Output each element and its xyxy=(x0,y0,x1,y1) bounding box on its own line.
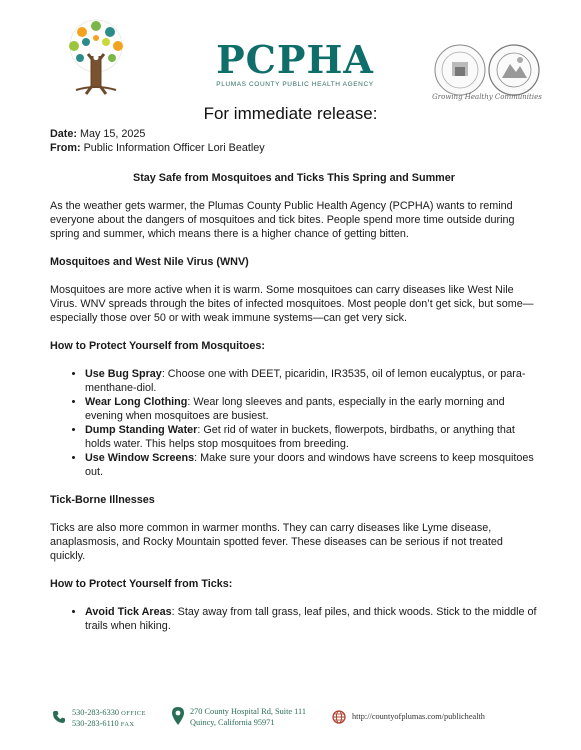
from-line xyxy=(50,142,538,156)
date-line xyxy=(50,128,538,142)
tick-tips-list xyxy=(50,605,538,633)
wnv-paragraph: Mosquitoes are more active when it is warm. Some mosquitoes can carry diseases like West Nile Virus. WNV spreads through the bites of infected mosquitoes. Most people don’t get sick, but some—especially those over 50 or with weak immune systems—can get very sick. xyxy=(50,284,534,324)
fax-tag: FAX xyxy=(120,721,135,728)
date-label: Date: xyxy=(50,128,77,140)
website-link[interactable]: http://countyofplumas.com/publichealth xyxy=(352,712,485,721)
section-heading-ticks: Tick-Borne Illnesses xyxy=(50,494,155,506)
phone-numbers xyxy=(72,708,146,730)
address-line-1: 270 County Hospital Rd, Suite 111 xyxy=(190,707,307,716)
state-seal-icon xyxy=(435,45,485,95)
tip-term: Wear Long Clothing xyxy=(85,396,188,408)
tip-term: Dump Standing Water xyxy=(85,424,198,436)
list-item xyxy=(85,367,538,395)
office-phone-line xyxy=(72,708,146,719)
tip-term: Avoid Tick Areas xyxy=(85,606,172,618)
tip-text: : Stay away from tall grass, leaf piles, and thick woods. Stick to the middle of trails when hiking. xyxy=(85,606,537,632)
county-seal-icon xyxy=(489,45,539,95)
release-heading: For immediate release: xyxy=(203,104,378,123)
brand-name: PCPHA xyxy=(216,37,374,82)
tip-term: Use Bug Spray xyxy=(85,368,162,380)
tip-text: : Get rid of water in buckets, flowerpots, birdbaths, or anything that holds water. This helps stop mosquitoes from breeding. xyxy=(85,424,515,450)
footer xyxy=(0,700,581,740)
tip-text: : Choose one with DEET, picaridin, IR3535, oil of lemon eucalyptus, or para-menthane-diol. xyxy=(85,368,526,394)
fax-line xyxy=(72,719,146,730)
list-item xyxy=(85,451,538,479)
tree-logo-icon xyxy=(52,16,140,98)
brand-block xyxy=(210,37,380,88)
phone-icon xyxy=(52,710,66,724)
list-item xyxy=(85,395,538,423)
section-heading-wnv: Mosquitoes and West Nile Virus (WNV) xyxy=(50,256,249,268)
tip-text: : Make sure your doors and windows have screens to keep mosquitoes out. xyxy=(85,452,534,478)
office-phone[interactable]: 530-283-6330 xyxy=(72,708,120,717)
letterhead xyxy=(0,0,581,130)
section-heading-mosquito-protection: How to Protect Yourself from Mosquitoes: xyxy=(50,340,265,352)
press-release-body xyxy=(50,128,538,647)
map-pin-icon xyxy=(172,707,184,725)
office-tag: OFFICE xyxy=(121,710,146,717)
section-heading-tick-protection: How to Protect Yourself from Ticks: xyxy=(50,578,233,590)
list-item xyxy=(85,423,538,451)
date-value: May 15, 2025 xyxy=(80,128,146,140)
seals xyxy=(432,42,542,98)
ticks-paragraph: Ticks are also more common in warmer months. They can carry diseases like Lyme disease, anaplasmosis, and Rocky Mountain spotted fever. These diseases can be serious if not treated quickly. xyxy=(50,522,503,562)
release-title: Stay Safe from Mosquitoes and Ticks This Spring and Summer xyxy=(133,172,455,184)
from-label: From: xyxy=(50,141,81,154)
tagline: Growing Healthy Communities xyxy=(432,93,542,101)
fax-phone: 530-283-6110 xyxy=(72,719,119,728)
list-item xyxy=(85,605,538,633)
globe-icon xyxy=(332,710,346,724)
from-value: Public Information Officer Lori Beatley xyxy=(83,141,265,154)
brand-subtitle: PLUMAS COUNTY PUBLIC HEALTH AGENCY xyxy=(216,81,374,88)
mosquito-tips-list xyxy=(50,367,538,479)
address-line-2: Quincy, California 95971 xyxy=(190,718,275,727)
address xyxy=(190,706,306,728)
tip-term: Use Window Screens xyxy=(85,452,195,464)
tip-text: : Wear long sleeves and pants, especially in the early morning and evening when mosquitoes are busiest. xyxy=(85,396,505,422)
intro-paragraph: As the weather gets warmer, the Plumas County Public Health Agency (PCPHA) wants to remind everyone about the dangers of mosquitoes and tick bites. People spend more time outside during spring and summer, which means there is a higher chance of getting bitten. xyxy=(50,200,515,240)
